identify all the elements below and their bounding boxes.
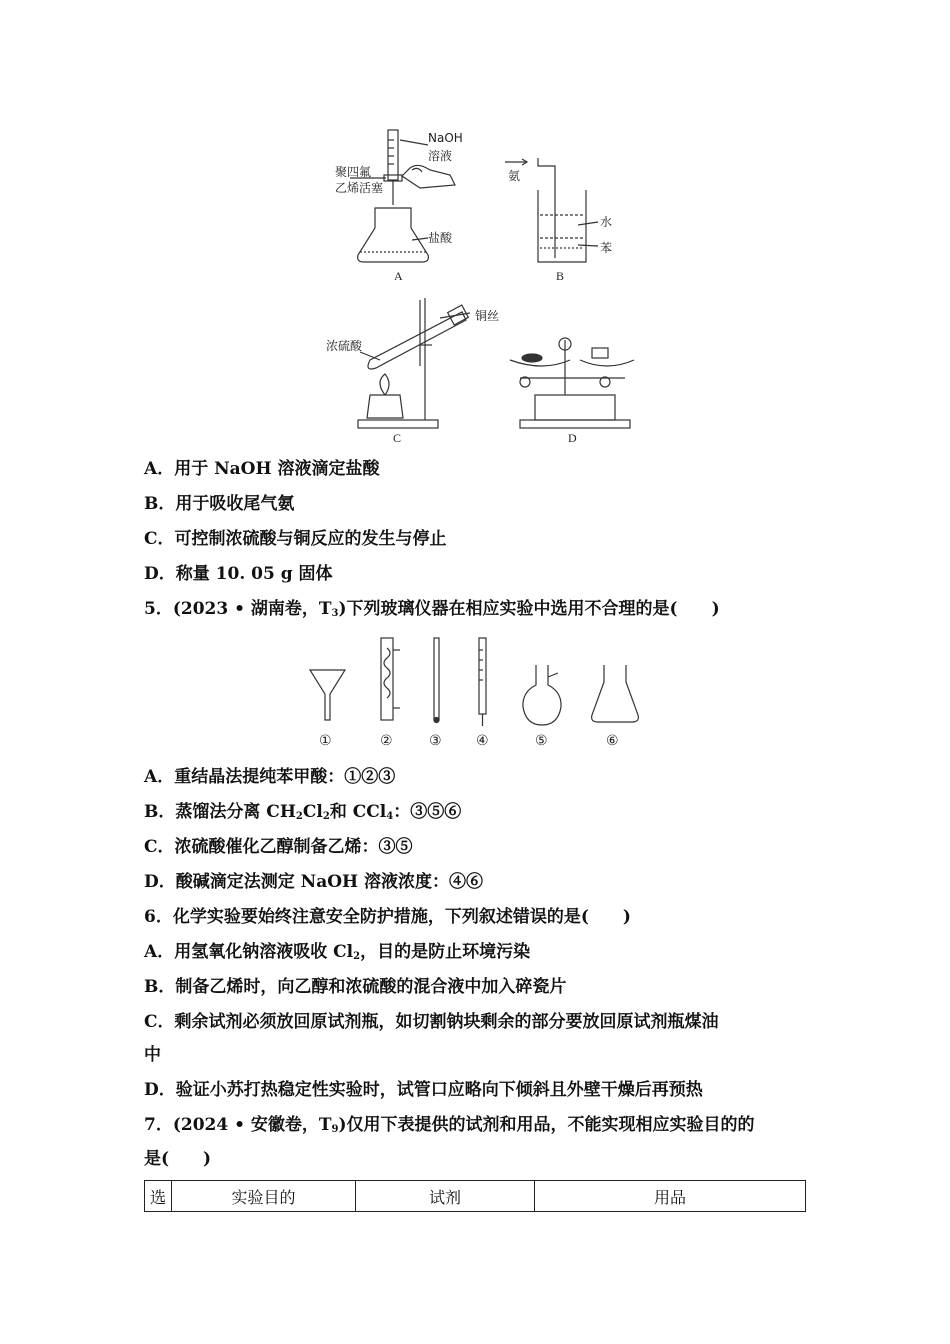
q7-stem: 7．(2024 • 安徽卷，$T_9$)仅用下表提供的试剂和用品，不能实现相应实验目的的: [144, 1115, 755, 1135]
svg-text:⑥: ⑥: [606, 733, 619, 749]
conical-flask-6: [592, 665, 639, 722]
q6-option-d: D．验证小苏打热稳定性实验时，试管口应略向下倾斜且外壁干燥后再预热: [144, 1080, 703, 1100]
apparatus-figure: [0, 0, 950, 460]
svg-text:⑤: ⑤: [535, 733, 548, 749]
q5-option-d: D．酸碱滴定法测定 NaOH 溶液浓度：④⑥: [144, 872, 484, 892]
condenser-2: [381, 638, 400, 720]
caption-b: B: [556, 269, 565, 283]
q7-table: [144, 1180, 806, 1212]
q5-option-c: C．浓硫酸催化乙醇制备乙烯：③⑤: [144, 837, 413, 857]
q6-option-c-cont: 中: [144, 1045, 161, 1065]
thermometer-3: [434, 638, 439, 723]
svg-text:②: ②: [380, 733, 393, 749]
q5-option-b: B．蒸馏法分离 $CH_2Cl_2$和 CCl$_4$：③⑤⑥: [144, 802, 462, 822]
label-ptfe-2: 乙烯活塞: [335, 181, 384, 195]
glassware-labels: [319, 733, 619, 749]
q4-option-a: A．用于 NaOH 溶液滴定盐酸: [144, 459, 380, 479]
distilling-flask-5: [523, 665, 561, 725]
header-supplies: 用品: [535, 1181, 806, 1212]
label-copper-wire: 铜丝: [475, 309, 500, 323]
apparatus-d-balance: [510, 338, 634, 428]
q7-table-header: [145, 1181, 806, 1212]
caption-a: A: [394, 269, 403, 283]
label-conc-sulfuric: 浓硫酸: [326, 339, 363, 353]
label-benzene: 苯: [600, 241, 613, 255]
funnel-1: [310, 670, 345, 720]
caption-d: D: [568, 431, 577, 445]
header-purpose: 实验目的: [172, 1181, 356, 1212]
label-water: 水: [600, 215, 613, 229]
caption-c: C: [393, 431, 402, 445]
q4-option-d: D．称量 10. 05 g 固体: [144, 564, 333, 584]
svg-text:④: ④: [476, 733, 489, 749]
burette-4: [479, 638, 486, 726]
glassware-figure: [0, 630, 950, 750]
apparatus-c-tube: [358, 298, 470, 428]
q5-option-a: A．重结晶法提纯苯甲酸：①②③: [144, 767, 396, 787]
label-solution: 溶液: [428, 149, 453, 163]
label-hcl: 盐酸: [428, 231, 453, 245]
header-reagent: 试剂: [356, 1181, 535, 1212]
q5-stem: 5．(2023 • 湖南卷，$T_3$)下列玻璃仪器在相应实验中选用不合理的是( ): [144, 599, 720, 619]
label-naoh: NaOH: [428, 131, 463, 145]
q4-option-c: C．可控制浓硫酸与铜反应的发生与停止: [144, 529, 447, 549]
label-ammonia: 氨: [508, 169, 521, 183]
q6-stem: 6．化学实验要始终注意安全防护措施，下列叙述错误的是( ): [144, 907, 631, 927]
svg-text:③: ③: [429, 733, 442, 749]
q6-option-b: B．制备乙烯时，向乙醇和浓硫酸的混合液中加入碎瓷片: [144, 977, 567, 997]
q6-option-a: A．用氢氧化钠溶液吸收 $Cl_2$，目的是防止环境污染: [144, 942, 531, 962]
q6-option-c: C．剩余试剂必须放回原试剂瓶，如切割钠块剩余的部分要放回原试剂瓶煤油: [144, 1012, 719, 1032]
q7-stem-cont: 是( ): [144, 1149, 212, 1169]
label-ptfe-1: 聚四氟: [335, 165, 372, 179]
header-option: 选: [145, 1181, 172, 1212]
q4-option-b: B．用于吸收尾气氨: [144, 494, 295, 514]
svg-text:①: ①: [319, 733, 332, 749]
